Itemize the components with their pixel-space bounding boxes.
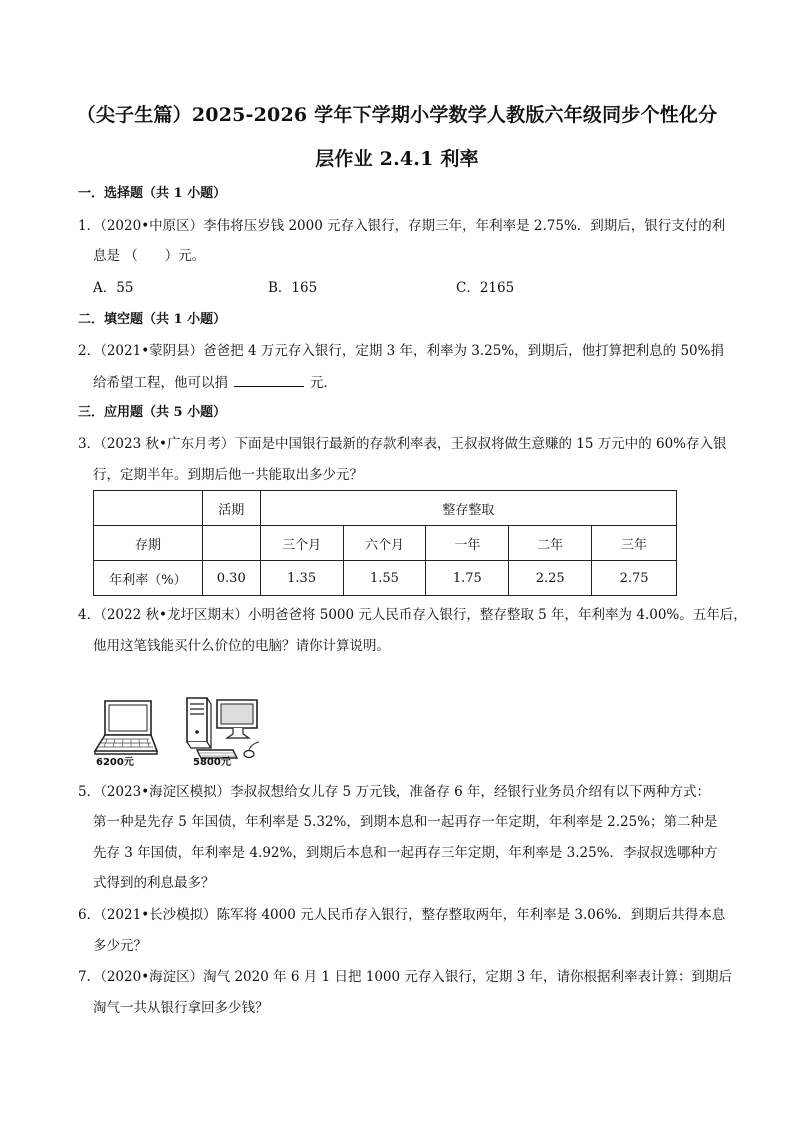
table-cell-rate: 1.55 (343, 561, 426, 596)
section-heading-choice: 一．选择题（共 1 小题） (78, 186, 227, 201)
question-6-line-2: 多少元？ (93, 938, 147, 954)
table-row-label-term: 存期 (94, 526, 203, 561)
question-7-line-1: 7．（2020•海淀区）淘气 2020 年 6 月 1 日把 1000 元存入银行，定期 3 年，请你根据利率表计算：到期后 (78, 969, 733, 985)
answer-blank (234, 372, 304, 387)
table-row (94, 526, 677, 561)
question-5-line-4: 式得到的利息最多？ (93, 875, 215, 891)
interest-rate-table (93, 490, 677, 596)
question-2-text-before-blank: 给希望工程，他可以捐 (93, 375, 228, 391)
table-cell-rate: 0.30 (202, 561, 260, 596)
document-title-line-2: 层作业 2.4.1 利率 (315, 148, 479, 170)
question-6-line-1: 6．（2021•长沙模拟）陈军将 4000 元人民币存入银行，整存整取两年，年利率是 3.06%．到期后共得本息 (78, 907, 726, 923)
question-2-text-after-blank: 元． (310, 375, 337, 391)
question-3-line-1: 3．（2023 秋•广东月考）下面是中国银行最新的存款利率表，王叔叔将做生意赚的 15 万元中的 60%存入银 (78, 436, 727, 452)
table-cell-term: 二年 (509, 526, 592, 561)
table-cell-term: 三个月 (260, 526, 343, 561)
question-5-line-3: 先存 3 年国债，年利率是 4.92%，到期后本息和一起再存三年定期，年利率是 3.25%．李叔叔选哪种方 (93, 845, 718, 861)
table-cell-empty (202, 526, 260, 561)
laptop-price-label: 6200元 (96, 757, 134, 768)
table-cell-rate: 1.75 (426, 561, 509, 596)
question-5-line-2: 第一种是先存 5 年国债，年利率是 5.32%，到期本息和一起再存一年定期，年利率是 2.25%；第二种是 (93, 814, 718, 830)
question-2-line-2 (93, 372, 337, 393)
document-title-line-1: （尖子生篇）2025-2026 学年下学期小学数学人教版六年级同步个性化分 (76, 104, 718, 126)
question-3-line-2: 行，定期半年。到期后他一共能取出多少元？ (93, 467, 363, 483)
question-1-option-b: B．165 (268, 280, 318, 296)
table-cell-term: 六个月 (343, 526, 426, 561)
table-header-current: 活期 (202, 491, 260, 526)
question-1-option-c: C．2165 (456, 280, 515, 296)
question-4-line-1: 4．（2022 秋•龙圩区期末）小明爸爸将 5000 元人民币存入银行，整存整取 5 年，年利率为 4.00%。五年后， (78, 607, 747, 623)
section-heading-fill-blank: 二．填空题（共 1 小题） (78, 312, 227, 327)
table-header-fixed: 整存整取 (260, 491, 676, 526)
table-row (94, 491, 677, 526)
table-cell-rate: 2.75 (592, 561, 677, 596)
table-cell-rate: 1.35 (260, 561, 343, 596)
question-2-line-1: 2．（2021•蒙阴县）爸爸把 4 万元存入银行，定期 3 年，利率为 3.25%，到期后，他打算把利息的 50%捐 (78, 343, 724, 359)
question-1-option-a: A．55 (93, 280, 134, 296)
table-cell-rate: 2.25 (509, 561, 592, 596)
table-cell-empty (94, 491, 203, 526)
question-7-line-2: 淘气一共从银行拿回多少钱？ (93, 1000, 269, 1016)
question-4-line-2: 他用这笔钱能买什么价位的电脑？请你计算说明。 (93, 638, 390, 654)
question-5-line-1: 5．（2023•海淀区模拟）李叔叔想给女儿存 5 万元钱，准备存 6 年，经银行业务员介绍有以下两种方式： (78, 784, 711, 800)
table-row (94, 561, 677, 596)
section-heading-application: 三．应用题（共 5 小题） (78, 405, 227, 420)
table-row-label-rate: 年利率（%） (94, 561, 203, 596)
table-cell-term: 一年 (426, 526, 509, 561)
table-cell-term: 三年 (592, 526, 677, 561)
question-1-line-2: 息是 （ ）元。 (93, 248, 206, 264)
desktop-price-label: 5800元 (193, 757, 231, 768)
question-1-line-1: 1．（2020•中原区）李伟将压岁钱 2000 元存入银行，存期三年，年利率是 2.75%．到期后，银行支付的利 (78, 218, 726, 234)
